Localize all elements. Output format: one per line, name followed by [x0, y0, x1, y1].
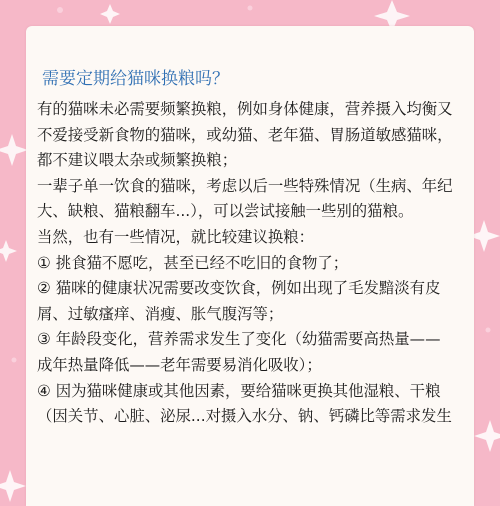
sparkle-icon — [100, 4, 120, 24]
list-item: ③ 年龄段变化，营养需求发生了变化（幼猫需要高热量—— — [37, 330, 441, 349]
list-item: （因关节、心脏、泌尿...对摄入水分、钠、钙磷比等需求发生 — [37, 407, 452, 426]
list-item: 成年热量降低——老年需要易消化吸收）； — [37, 355, 322, 374]
article-title: 需要定期给猫咪换粮吗？ — [42, 69, 229, 89]
list-item: ④ 因为猫咪健康或其他因素，要给猫咪更换其他湿粮、干粮 — [37, 381, 441, 400]
body-line: 一辈子单一饮食的猫咪，考虑以后一些特殊情况（生病、年纪 — [37, 176, 453, 195]
sparkle-icon — [0, 134, 28, 166]
sparkle-icon — [0, 240, 17, 262]
list-item: ② 猫咪的健康状况需要改变饮食，例如出现了毛发黯淡有皮 — [37, 279, 441, 298]
sparkle-icon — [474, 420, 500, 452]
list-item: 屑、过敏瘙痒、消瘦、胀气腹泻等； — [37, 304, 284, 323]
body-line: 不爱接受新食物的猫咪，或幼猫、老年猫、胃肠道敏感猫咪， — [37, 125, 453, 144]
sparkle-icon — [0, 470, 26, 502]
list-item: ① 挑食猫不愿吃，甚至已经不吃旧的食物了； — [37, 253, 349, 272]
body-line: 有的猫咪未必需要频繁换粮，例如身体健康，营养摄入均衡又 — [37, 100, 453, 118]
body-line: 当然，也有一些情况，就比较建议换粮： — [37, 227, 315, 246]
body-line: 都不建议喂太杂或频繁换粮； — [37, 151, 238, 170]
article-body — [37, 97, 477, 430]
body-line: 大、缺粮、猫粮翻车...），可以尝试接触一些别的猫粮。 — [37, 202, 414, 221]
